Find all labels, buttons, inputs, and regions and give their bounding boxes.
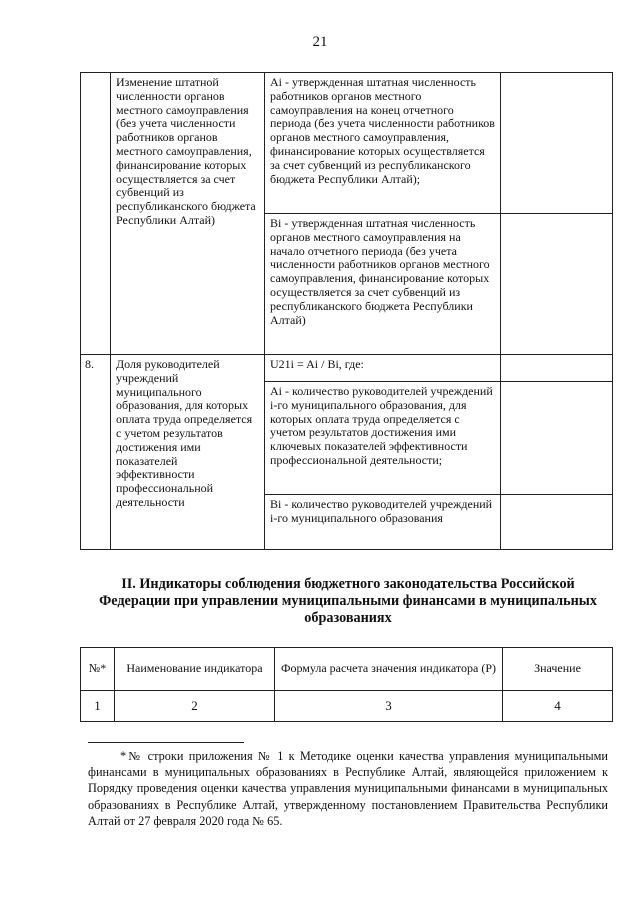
table-row (81, 73, 613, 214)
value-cell (501, 214, 613, 355)
table-header-row (81, 648, 613, 691)
table-row (81, 355, 613, 382)
header-indicator-name: Наименование индикатора (115, 648, 275, 691)
value-cell (501, 355, 613, 382)
formula-cell: Ai - количество руководителей учреждений i-го муниципального образования, для которых оплата труда определяется с учетом результатов достижения ими ключевых показателей эффективности профессиональной деятельности; (265, 382, 501, 495)
value-cell (501, 73, 613, 214)
header-formula: Формула расчета значения индикатора (P) (275, 648, 503, 691)
formula-cell: Ai - утвержденная штатная численность работников органов местного самоуправления на конец отчетного периода (без учета численности работников органов местного самоуправления, финансирование которых осуществляется за счет субвенций из республиканского бюджета Республики Алтай); (265, 73, 501, 214)
indicator-header-table (80, 647, 613, 722)
column-index: 3 (275, 691, 503, 722)
indicator-name-cell: Доля руководителей учреждений муниципального образования, для которых оплата труда определяется с учетом результатов достижения ими показателей эффективности профессиональной деятельности (111, 355, 265, 550)
header-number: №* (81, 648, 115, 691)
table-index-row (81, 691, 613, 722)
header-value: Значение (503, 648, 613, 691)
value-cell (501, 382, 613, 495)
indicator-table-continued (80, 72, 613, 550)
formula-cell: U21i = Ai / Bi, где: (265, 355, 501, 382)
section-heading: II. Индикаторы соблюдения бюджетного законодательства Российской Федерации при управлении муниципальными финансами в муниципальных образованиях (99, 576, 597, 626)
footnote: *№ строки приложения № 1 к Методике оценки качества управления муниципальными финансами в муниципальных образованиях в Республике Алтай, являющейся приложением к Порядку проведения оценки качества управления муниципальными финансами в муниципальных образованиях в Республике Алтай, утвержденному постановлением Правительства Республики Алтай от 27 февраля 2020 года № 65. (88, 749, 608, 828)
row-number-cell: 8. (81, 355, 111, 550)
formula-cell: Bi - утвержденная штатная численность органов местного самоуправления на начало отчетного периода (без учета численности работников органов местного самоуправления, финансирование которых осуществляется за счет субвенций из республиканского бюджета Республики Алтай) (265, 214, 501, 355)
value-cell (501, 495, 613, 550)
footnote-divider (88, 742, 244, 743)
column-index: 4 (503, 691, 613, 722)
column-index: 2 (115, 691, 275, 722)
row-number-cell (81, 73, 111, 355)
indicator-name-cell: Изменение штатной численности органов местного самоуправления (без учета численности работников органов местного самоуправления, финансирование которых осуществляется за счет субвенций из республиканского бюджета Республики Алтай) (111, 73, 265, 355)
formula-cell: Bi - количество руководителей учреждений i-го муниципального образования (265, 495, 501, 550)
column-index: 1 (81, 691, 115, 722)
page-number: 21 (312, 34, 328, 50)
